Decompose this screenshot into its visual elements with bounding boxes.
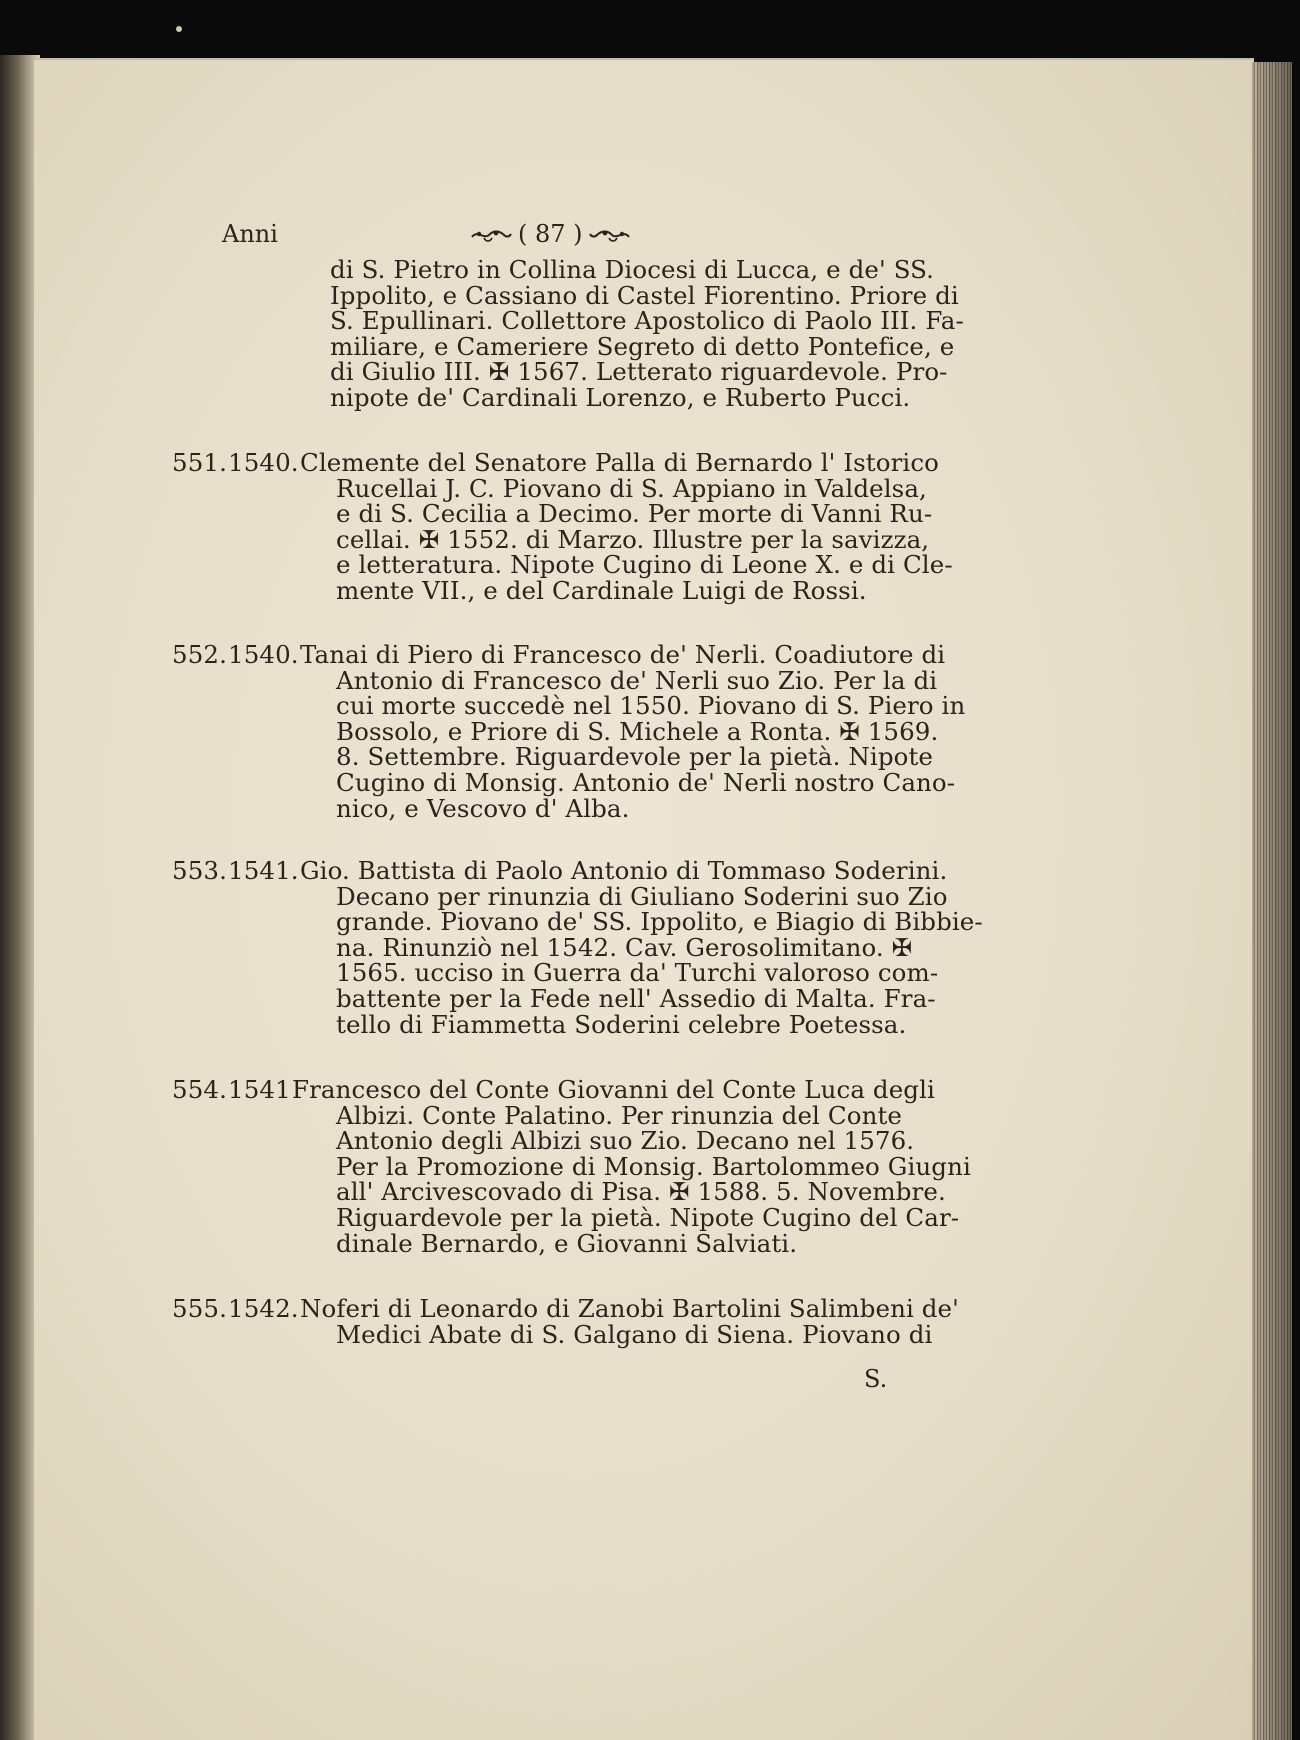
entry-head <box>172 640 946 669</box>
text-line: tello di Fiammetta Soderini celebre Poetessa. <box>336 1009 907 1039</box>
text-line: Per la Promozione di Monsig. Bartolommeo Giugni <box>336 1151 971 1181</box>
text-line: e di S. Cecilia a Decimo. Per morte di Vanni Ru- <box>336 499 933 529</box>
entry-551 <box>172 448 953 605</box>
text-line: dinale Bernardo, e Giovanni Salviati. <box>336 1228 798 1258</box>
text-line: nipote de' Cardinali Lorenzo, e Ruberto Pucci. <box>330 382 911 412</box>
dust-speck <box>176 26 182 32</box>
text-line: di S. Pietro in Collina Diocesi di Lucca, e de' SS. <box>330 255 935 284</box>
text-line: cellai. ✠ 1552. di Marzo. Illustre per la savizza, <box>336 524 930 554</box>
text-line: Antonio degli Albizi suo Zio. Decano nel 1576. <box>336 1126 915 1156</box>
entry-number: 552. <box>172 640 227 669</box>
text-line: Gio. Battista di Paolo Antonio di Tommaso Soderini. <box>300 856 948 885</box>
running-head-anni: Anni <box>222 220 278 248</box>
entry-554 <box>172 1075 971 1258</box>
text-line: cui morte succedè nel 1550. Piovano di S. Piero in <box>336 691 966 721</box>
text-line: di Giulio III. ✠ 1567. Letterato riguardevole. Pro- <box>330 357 948 387</box>
text-line: Albizi. Conte Palatino. Per rinunzia del Conte <box>336 1100 902 1130</box>
text-line: mente VII., e del Cardinale Luigi de Rossi. <box>336 575 867 605</box>
text-line: e letteratura. Nipote Cugino di Leone X. e di Cle- <box>336 550 953 580</box>
entry-number: 554. <box>172 1075 227 1104</box>
text-line: Clemente del Senatore Palla di Bernardo l' Istorico <box>300 448 940 477</box>
text-line: Decano per rinunzia di Giuliano Soderini suo Zio <box>336 881 948 911</box>
right-fleuron-icon <box>589 225 631 243</box>
page-number: ( 87 ) <box>518 220 583 248</box>
entry-553 <box>172 856 983 1039</box>
entry-head <box>172 1294 959 1323</box>
text-line: Bossolo, e Priore di S. Michele a Ronta. ✠ 1569. <box>336 716 939 746</box>
text-line: Riguardevole per la pietà. Nipote Cugino del Car- <box>336 1202 960 1232</box>
text-line: Cugino di Monsig. Antonio de' Nerli nostro Cano- <box>336 767 956 797</box>
text-line: Ippolito, e Cassiano di Castel Fiorentino. Priore di <box>330 280 959 310</box>
text-line: 8. Settembre. Riguardevole per la pietà. Nipote <box>336 742 934 772</box>
entry-555 <box>172 1294 959 1349</box>
page-edges-shadow <box>1252 62 1292 1740</box>
entry-head <box>172 448 940 477</box>
text-line: grande. Piovano de' SS. Ippolito, e Biagio di Bibbie- <box>336 907 983 937</box>
entry-year: 1542. <box>228 1294 299 1323</box>
text-line: S. Epullinari. Collettore Apostolico di Paolo III. Fa- <box>330 306 964 336</box>
entry-continuation <box>330 255 964 412</box>
text-line: battente per la Fede nell' Assedio di Malta. Fra- <box>336 983 936 1013</box>
entry-number: 553. <box>172 856 227 885</box>
catchword: S. <box>864 1365 888 1393</box>
text-line: all' Arcivescovado di Pisa. ✠ 1588. 5. Novembre. <box>336 1177 946 1207</box>
left-fleuron-icon <box>470 225 512 243</box>
text-line: Rucellai J. C. Piovano di S. Appiano in Valdelsa, <box>336 473 927 503</box>
text-line: Antonio di Francesco de' Nerli suo Zio. Per la di <box>336 665 938 695</box>
entry-number: 551. <box>172 448 227 477</box>
entry-year: 1541 <box>228 1075 291 1104</box>
page-number-header <box>470 220 631 248</box>
entry-552 <box>172 640 966 823</box>
text-line: Medici Abate di S. Galgano di Siena. Piovano di <box>336 1319 933 1349</box>
entry-year: 1540. <box>228 448 299 477</box>
text-line: nico, e Vescovo d' Alba. <box>336 793 630 823</box>
text-line: Noferi di Leonardo di Zanobi Bartolini Salimbeni de' <box>300 1294 959 1323</box>
text-line: 1565. ucciso in Guerra da' Turchi valoroso com- <box>336 958 939 988</box>
entry-head <box>172 1075 935 1104</box>
entry-number: 555. <box>172 1294 227 1323</box>
entry-head <box>172 856 948 885</box>
text-line: na. Rinunziò nel 1542. Cav. Gerosolimitano. ✠ <box>336 932 913 962</box>
entry-year: 1540. <box>228 640 299 669</box>
entry-year: 1541. <box>228 856 299 885</box>
text-line: Tanai di Piero di Francesco de' Nerli. Coadiutore di <box>300 640 946 669</box>
text-line: miliare, e Cameriere Segreto di detto Pontefice, e <box>330 331 955 361</box>
text-line: Francesco del Conte Giovanni del Conte Luca degli <box>292 1075 935 1104</box>
